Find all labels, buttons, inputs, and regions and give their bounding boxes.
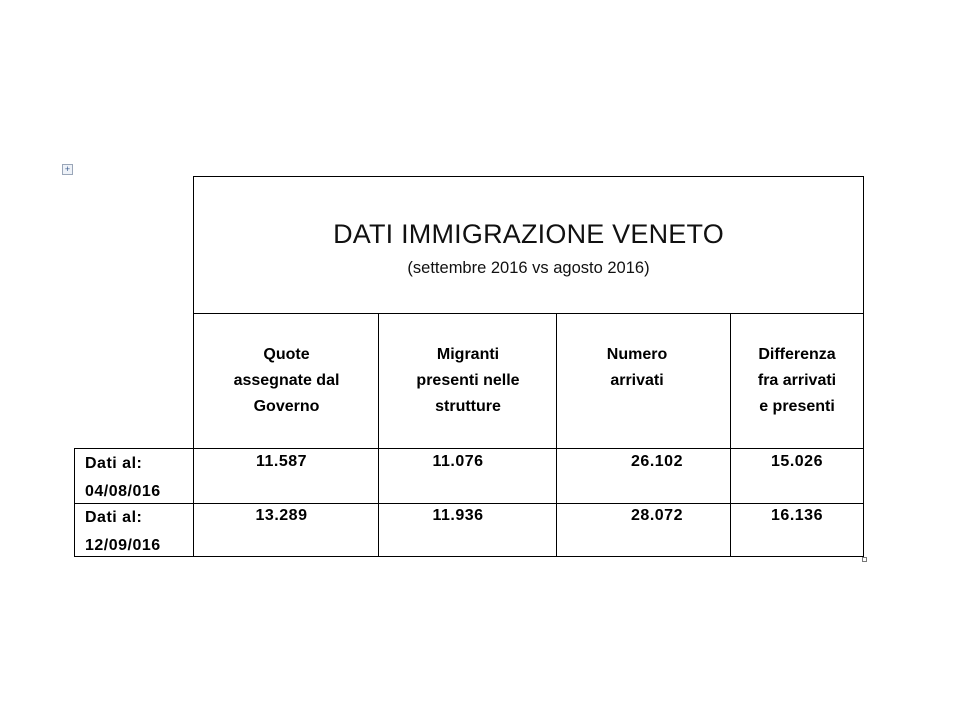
row1-quote: 11.587 (193, 448, 379, 504)
header-migranti: Migranti presenti nelle strutture (378, 313, 557, 449)
row2-differenza: 16.136 (730, 503, 864, 557)
row2-quote: 13.289 (193, 503, 379, 557)
header-differenza: Differenza fra arrivati e presenti (730, 313, 864, 449)
row1-arrivati: 26.102 (556, 448, 731, 504)
table-subtitle: (settembre 2016 vs agosto 2016) (407, 259, 650, 277)
row2-arrivati: 28.072 (556, 503, 731, 557)
header-arrivati: Numero arrivati (556, 313, 731, 449)
row2-migranti: 11.936 (378, 503, 557, 557)
header-quote: Quote assegnate dal Governo (193, 313, 379, 449)
table-resize-handle-icon[interactable] (862, 557, 867, 562)
table-title-cell (193, 176, 864, 314)
row-label-1: Dati al: 04/08/016 (74, 448, 194, 504)
table-title: DATI IMMIGRAZIONE VENETO (333, 219, 724, 249)
table-move-handle-icon[interactable]: + (62, 164, 73, 175)
row1-differenza: 15.026 (730, 448, 864, 504)
row1-migranti: 11.076 (378, 448, 557, 504)
row-label-2: Dati al: 12/09/016 (74, 503, 194, 557)
